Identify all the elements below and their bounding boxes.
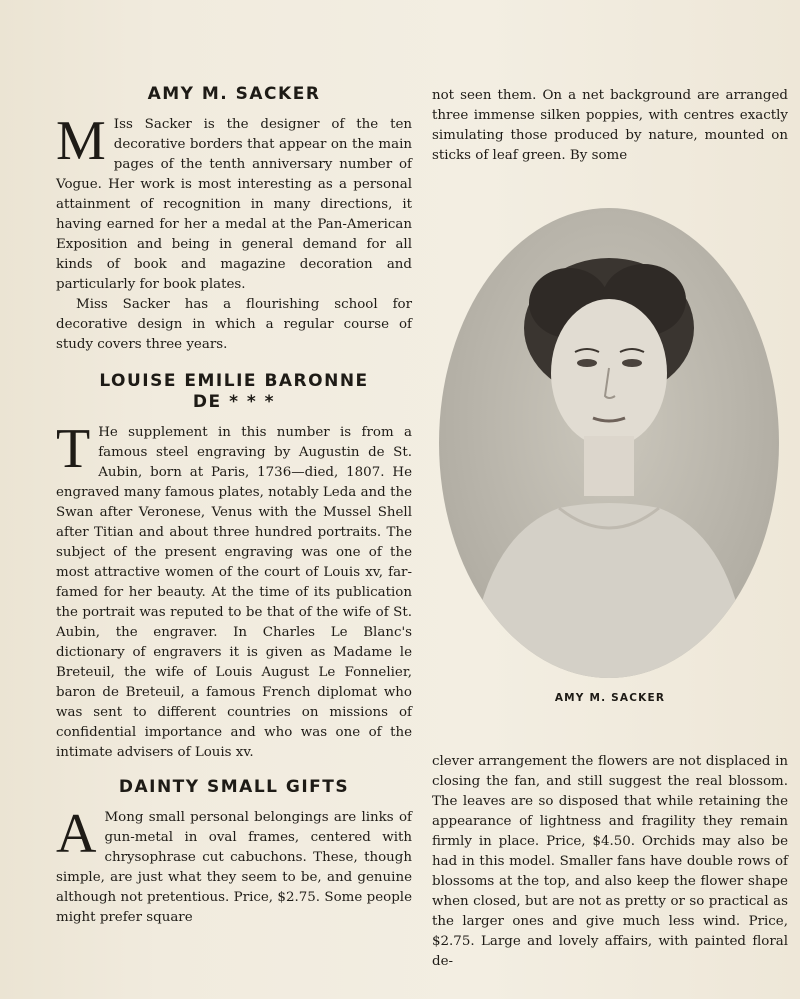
headline-louise-emilie: LOUISE EMILIE BARONNE DE * * *: [99, 371, 369, 412]
portrait-illustration: [439, 208, 779, 678]
dropcap-m: M: [56, 110, 106, 172]
portrait-caption: AMY M. SACKER: [554, 692, 666, 704]
headline-amy-sacker: AMY M. SACKER: [147, 84, 321, 104]
right-column: [432, 86, 788, 166]
headline-dainty-small-gifts: DAINTY SMALL GIFTS: [118, 777, 350, 797]
paragraph-fans-bottom: clever arrangement the flowers are not displaced in closing the fan, and still suggest the real blossom. The leaves are so disposed that while retaining the appearance of lightness and fragility they remain firmly in place. Price, $4.50. Orchids may also be had in this model. Smaller fans have double rows of blossoms at the top, and also keep the flower shape when closed, but are not as pretty or so practical as the larger ones and give much less wind. Price, $2.75. Large and lovely affairs, with painted floral de-: [432, 754, 788, 969]
dropcap-a: A: [56, 803, 97, 865]
paragraph-louise-emilie: T He supplement in this number is from a famous steel engraving by Augustin de St. Aubin, born at Paris, 1736—died, 1807. He engraved many famous plates, notably Leda and the Swan after Veronese, Venus with the Mussel Shell after Titian and about three hundred portraits. The subject of the present engraving was one of the most attractive women of the court of Louis xv, far-famed for her beauty. At the time of its publication the portrait was reputed to be that of the wife of St. Aubin, the engraver. In Charles Le Blanc's dictionary of engravers it is given as Madame le Breteuil, the wife of Louis August Le Fonnelier, baron de Breteuil, a famous French diplomat who was sent to different countries on missions of confidential importance and who was one of the intimate advisers of Louis xv.: [56, 418, 412, 760]
left-column: [56, 84, 412, 928]
portrait-photo: [439, 208, 779, 678]
paragraph-amy-sacker-2: Miss Sacker has a flourishing school for decorative design in which a regular course of study covers three years.: [56, 297, 412, 352]
portrait-oval: [439, 208, 779, 678]
paragraph-fans-top: not seen them. On a net background are arranged three immense silken poppies, with centres exactly simulating those produced by nature, mounted on sticks of leaf green. By some: [432, 88, 788, 163]
dropcap-t: T: [56, 418, 91, 480]
paragraph-dainty-small-gifts: A Mong small personal belongings are links of gun-metal in oval frames, centered with chrysophrase cut cabuchons. These, though simple, are just what they seem to be, and genuine although not pretentious. Price, $2.75. Some people might prefer square: [56, 803, 412, 925]
paragraph-amy-sacker-1: M Iss Sacker is the designer of the ten decorative borders that appear on the main pages of the tenth anniversary number of Vogue. Her work is most interesting as a personal attainment of recognition in many directions, it having earned for her a medal at the Pan-American Exposition and being in general demand for all kinds of book and magazine decoration and particularly for book plates.: [56, 110, 412, 292]
right-column-bottom: [432, 752, 788, 972]
